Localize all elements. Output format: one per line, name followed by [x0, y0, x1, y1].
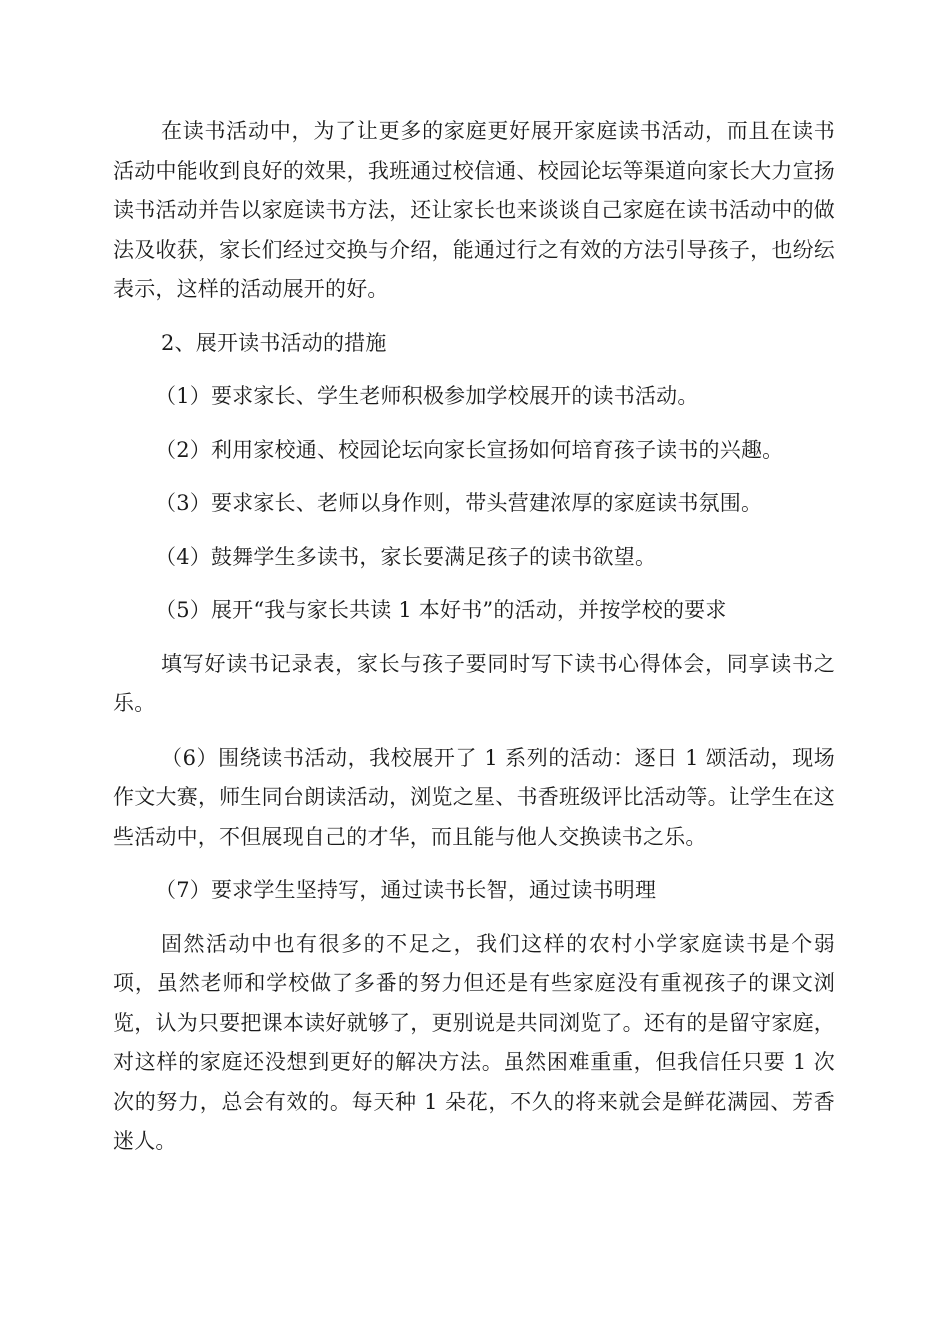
list-item-5: （5）展开“我与家长共读 1 本好书”的活动，并按学校的要求	[155, 598, 727, 622]
list-item-1: （1）要求家长、学生老师积极参加学校展开的读书活动。	[155, 384, 699, 408]
paragraph-conclusion: 固然活动中也有很多的不足之，我们这样的农村小学家庭读书是个弱项，虽然老师和学校做了多番的努力但还是有些家庭没有重视孩子的课文浏览，认为只要把课本读好就够了，更别说是共同浏览了。还有的是留守家庭，对这样的家庭还没想到更好的解决方法。虽然困难重重，但我信任只要 1 次次的努力，总会有效的。每天种 1 朵花，不久的将来就会是鲜花满园、芳香迷人。	[113, 931, 835, 1153]
section-heading: 2、展开读书活动的措施	[161, 330, 387, 355]
list-item-3: （3）要求家长、老师以身作则，带头营建浓厚的家庭读书氛围。	[155, 491, 763, 515]
list-item-4: （4）鼓舞学生多读书，家长要满足孩子的读书欲望。	[155, 544, 657, 569]
list-item-7: （7）要求学生坚持写，通过读书长智，通过读书明理	[155, 878, 657, 902]
list-item-2: （2）利用家校通、校园论坛向家长宣扬如何培育孩子读书的兴趣。	[155, 437, 784, 462]
document-page	[113, 112, 835, 1162]
list-item-5-continued: 填写好读书记录表，家长与孩子要同时写下读书心得体会，同享读书之乐。	[113, 651, 835, 715]
paragraph-intro: 在读书活动中，为了让更多的家庭更好展开家庭读书活动，而且在读书活动中能收到良好的效果，我班通过校信通、校园论坛等渠道向家长大力宣扬读书活动并告以家庭读书方法，还让家长也来谈谈自己家庭在读书活动中的做法及收获，家长们经过交换与介绍，能通过行之有效的方法引导孩子，也纷纭表示，这样的活动展开的好。	[113, 119, 835, 301]
list-item-6: （6）围绕读书活动，我校展开了 1 系列的活动：逐日 1 颂活动，现场作文大赛，师生同台朗读活动，浏览之星、书香班级评比活动等。让学生在这些活动中，不但展现自己的才华，而且能与他人交换读书之乐。	[113, 745, 835, 849]
